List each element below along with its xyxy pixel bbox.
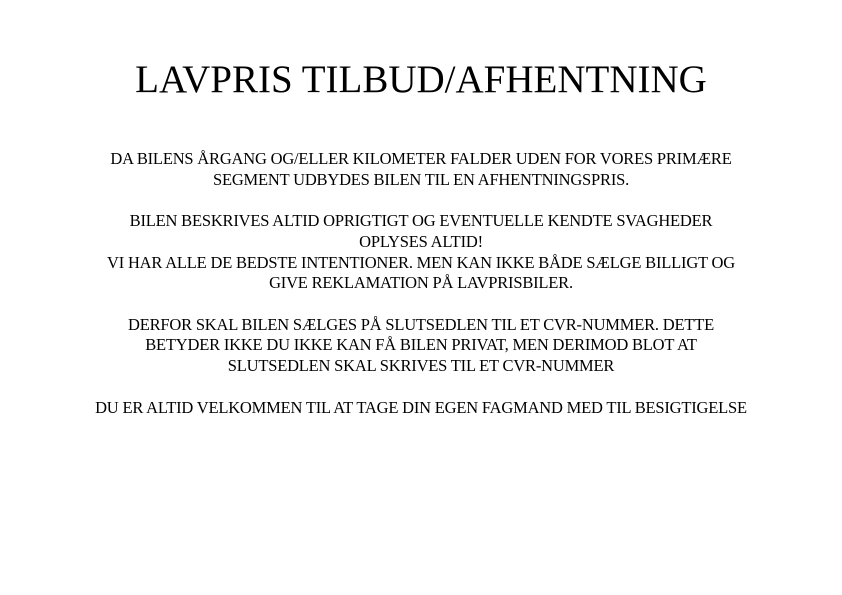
text-line: DA BILENS ÅRGANG OG/ELLER KILOMETER FALDER UDEN FOR VORES PRIMÆRE [110,149,732,168]
text-line: BETYDER IKKE DU IKKE KAN FÅ BILEN PRIVAT, MEN DERIMOD BLOT AT [145,335,697,354]
text-line: SEGMENT UDBYDES BILEN TIL EN AFHENTNINGSPRIS. [212,170,630,189]
text-line: VI HAR ALLE DE BEDSTE INTENTIONER. MEN KAN IKKE BÅDE SÆLGE BILLIGT OG [107,253,735,272]
page-title: LAVPRIS TILBUD/AFHENTNING [135,58,707,101]
text-line: OPLYSES ALTID! [359,232,483,251]
text-line: SLUTSEDLEN SKAL SKRIVES TIL ET CVR-NUMMER [227,356,615,375]
text-line: BILEN BESKRIVES ALTID OPRIGTIGT OG EVENTUELLE KENDTE SVAGHEDER [129,211,713,230]
text-line: GIVE REKLAMATION PÅ LAVPRISBILER. [269,273,573,292]
text-line: DU ER ALTID VELKOMMEN TIL AT TAGE DIN EGEN FAGMAND MED TIL BESIGTIGELSE [95,398,747,417]
text-line: DERFOR SKAL BILEN SÆLGES PÅ SLUTSEDLEN TIL ET CVR-NUMMER. DETTE [128,315,714,334]
